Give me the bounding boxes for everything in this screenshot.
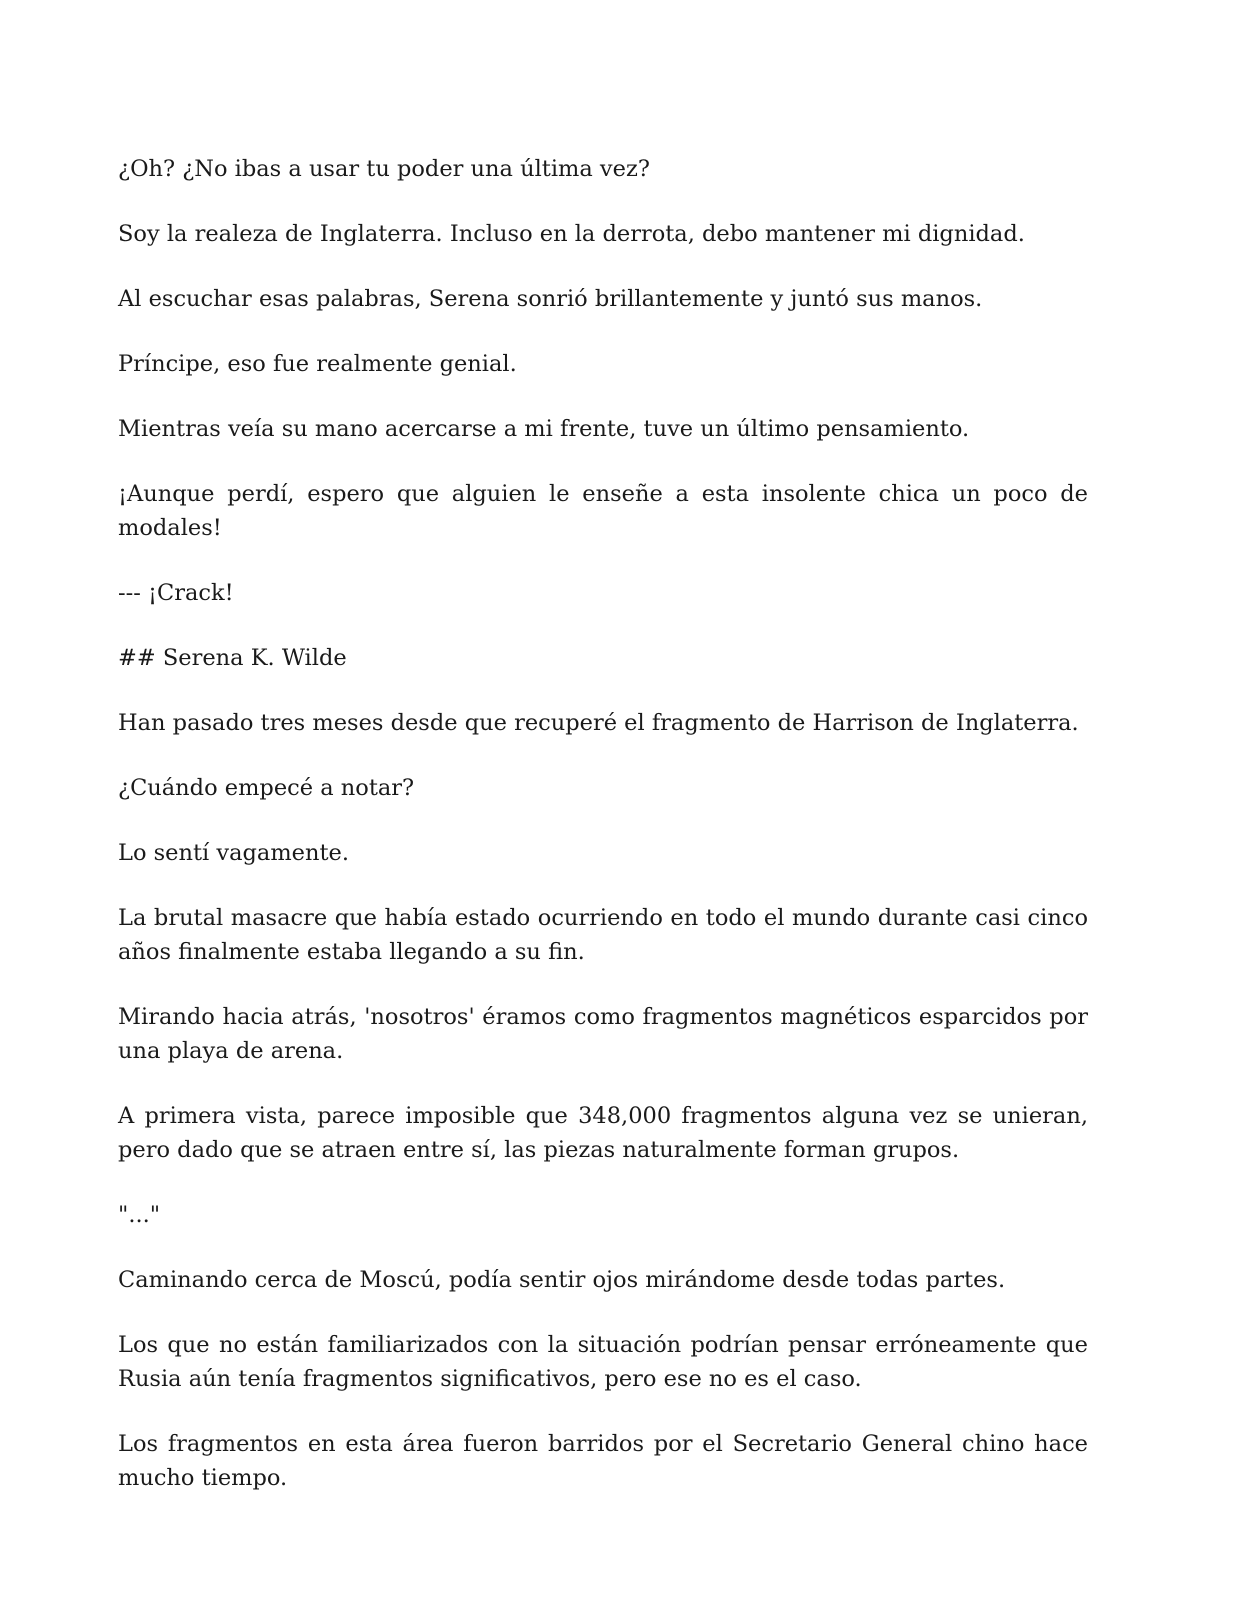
paragraph: ¡Aunque perdí, espero que alguien le enseñe a esta insolente chica un poco de modales! — [118, 481, 1088, 541]
paragraph: Soy la realeza de Inglaterra. Incluso en la derrota, debo mantener mi dignidad. — [118, 221, 1025, 247]
paragraph: Caminando cerca de Moscú, podía sentir ojos mirándome desde todas partes. — [118, 1267, 1006, 1293]
paragraph: Príncipe, eso fue realmente genial. — [118, 351, 517, 377]
paragraph: Los que no están familiarizados con la situación podrían pensar erróneamente que Rusia aún tenía fragmentos significativos, pero ese no es el caso. — [118, 1332, 1088, 1392]
paragraph: Al escuchar esas palabras, Serena sonrió brillantemente y juntó sus manos. — [118, 286, 983, 312]
paragraph: A primera vista, parece imposible que 348,000 fragmentos alguna vez se unieran, pero dado que se atraen entre sí, las piezas naturalmente forman grupos. — [118, 1103, 1088, 1163]
paragraph: --- ¡Crack! — [118, 580, 234, 606]
paragraph: ¿Oh? ¿No ibas a usar tu poder una última vez? — [118, 156, 650, 182]
body-text — [118, 152, 1088, 1526]
paragraph: Mirando hacia atrás, 'nosotros' éramos como fragmentos magnéticos esparcidos por una playa de arena. — [118, 1004, 1088, 1064]
paragraph: ¿Cuándo empecé a notar? — [118, 775, 415, 801]
paragraph: Lo sentí vagamente. — [118, 840, 349, 866]
paragraph: Los fragmentos en esta área fueron barridos por el Secretario General chino hace mucho tiempo. — [118, 1431, 1088, 1491]
paragraph: Han pasado tres meses desde que recuperé el fragmento de Harrison de Inglaterra. — [118, 710, 1079, 736]
paragraph: La brutal masacre que había estado ocurriendo en todo el mundo durante casi cinco años finalmente estaba llegando a su fin. — [118, 905, 1088, 965]
paragraph: "..." — [118, 1202, 161, 1228]
paragraph: Mientras veía su mano acercarse a mi frente, tuve un último pensamiento. — [118, 416, 970, 442]
section-heading: ## Serena K. Wilde — [118, 645, 347, 671]
